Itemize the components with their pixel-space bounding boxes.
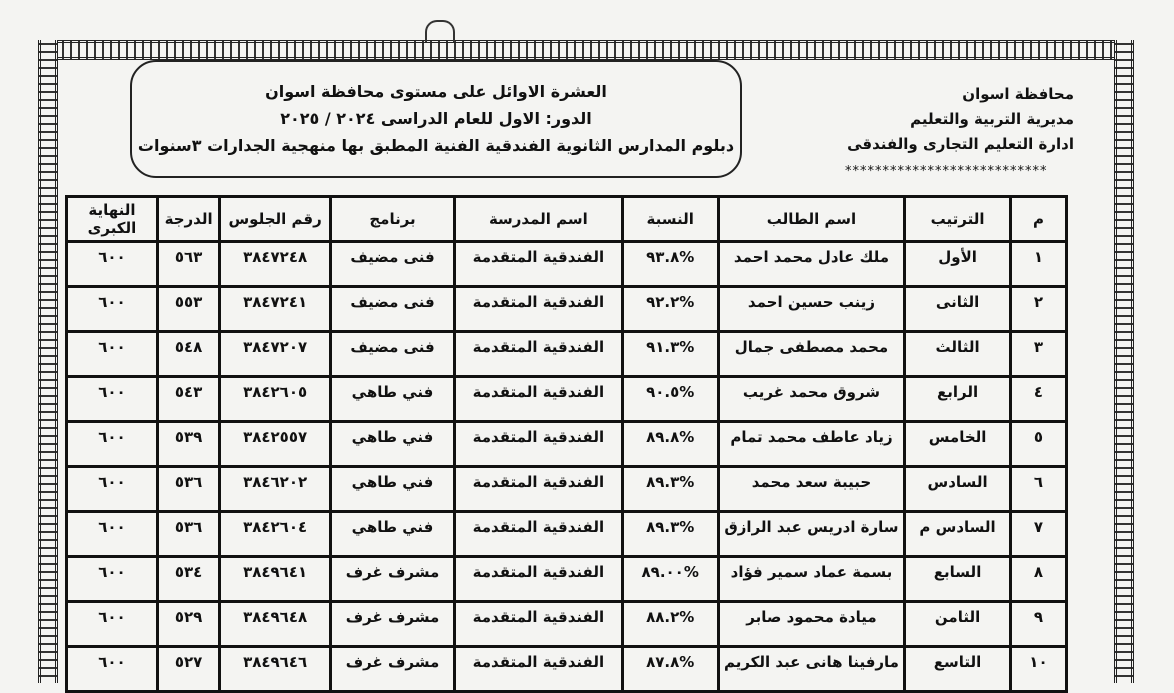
table-row — [67, 467, 1067, 512]
table-cell: ٥ — [1010, 422, 1066, 467]
table-cell: شروق محمد غريب — [718, 377, 905, 422]
table-cell: %٨٩.٨ — [622, 422, 718, 467]
table-cell: السادس — [905, 467, 1011, 512]
table-cell: ٥٦٣ — [157, 242, 219, 287]
column-header: اسم الطالب — [718, 197, 905, 242]
column-header: رقم الجلوس — [220, 197, 331, 242]
table-cell: ٣٨٤٩٦٤٦ — [220, 647, 331, 692]
table-cell: الرابع — [905, 377, 1011, 422]
decorative-border-right — [1114, 40, 1134, 683]
star-divider: *************************** — [845, 164, 1048, 179]
title-line: العشرة الاوائل على مستوى محافظة اسوان — [265, 82, 607, 101]
title-line: دبلوم المدارس الثانوية الفندقية الفنية المطبق بها منهجية الجدارات ٣سنوات — [137, 136, 735, 155]
table-cell: %٩٣.٨ — [622, 242, 718, 287]
table-cell: الفندقية المتقدمة — [455, 242, 623, 287]
table-cell: زياد عاطف محمد تمام — [718, 422, 905, 467]
table-cell: %٩٢.٢ — [622, 287, 718, 332]
table-header-row — [67, 197, 1067, 242]
org-line: محافظة اسوان — [962, 85, 1074, 103]
table-cell: ٥٣٤ — [157, 557, 219, 602]
table-cell: محمد مصطفى جمال — [718, 332, 905, 377]
table-cell: ٣٨٤٧٢٤٨ — [220, 242, 331, 287]
table-cell: ملك عادل محمد احمد — [718, 242, 905, 287]
table-cell: مشرف غرف — [330, 557, 454, 602]
table-cell: ٦٠٠ — [67, 242, 158, 287]
table-cell: الفندقية المتقدمة — [455, 467, 623, 512]
table-cell: ٨ — [1010, 557, 1066, 602]
table-cell: مشرف غرف — [330, 602, 454, 647]
table-cell: الفندقية المتقدمة — [455, 512, 623, 557]
table-cell: %٨٧.٨ — [622, 647, 718, 692]
table-cell: الثالث — [905, 332, 1011, 377]
table-cell: ٦٠٠ — [67, 512, 158, 557]
table-cell: ٢ — [1010, 287, 1066, 332]
table-cell: ٦٠٠ — [67, 647, 158, 692]
table-cell: ٥٢٧ — [157, 647, 219, 692]
table-cell: ٦٠٠ — [67, 377, 158, 422]
table-cell: ٣٨٤٢٥٥٧ — [220, 422, 331, 467]
table-cell: الفندقية المتقدمة — [455, 557, 623, 602]
table-cell: ٥٣٦ — [157, 512, 219, 557]
table-cell: فنى مضيف — [330, 242, 454, 287]
table-cell: %٨٩.٠٠ — [622, 557, 718, 602]
table-cell: الفندقية المتقدمة — [455, 332, 623, 377]
table-cell: ٥٣٩ — [157, 422, 219, 467]
column-header: برنامج — [330, 197, 454, 242]
column-header: م — [1010, 197, 1066, 242]
table-row — [67, 557, 1067, 602]
table-row — [67, 332, 1067, 377]
org-line: ادارة التعليم التجارى والفندقى — [847, 135, 1074, 153]
table-cell: ٣ — [1010, 332, 1066, 377]
table-cell: زينب حسين احمد — [718, 287, 905, 332]
table-cell: ٦٠٠ — [67, 422, 158, 467]
decorative-border-left — [38, 40, 58, 683]
table-row — [67, 422, 1067, 467]
table-cell: ٦٠٠ — [67, 287, 158, 332]
table-cell: الفندقية المتقدمة — [455, 287, 623, 332]
table-row — [67, 377, 1067, 422]
table-cell: %٩١.٣ — [622, 332, 718, 377]
table-cell: مشرف غرف — [330, 647, 454, 692]
table-row — [67, 242, 1067, 287]
results-table — [65, 195, 1068, 693]
table-cell: ٣٨٤٢٦٠٤ — [220, 512, 331, 557]
table-cell: الفندقية المتقدمة — [455, 602, 623, 647]
table-cell: حبيبة سعد محمد — [718, 467, 905, 512]
table-cell: ٦ — [1010, 467, 1066, 512]
table-cell: %٨٩.٣ — [622, 467, 718, 512]
table-cell: الثانى — [905, 287, 1011, 332]
table-row — [67, 287, 1067, 332]
decorative-border-top — [40, 40, 1124, 60]
table-cell: فني طاهي — [330, 512, 454, 557]
title-box — [130, 60, 742, 178]
column-header: الدرجة — [157, 197, 219, 242]
column-header: اسم المدرسة — [455, 197, 623, 242]
table-cell: ٧ — [1010, 512, 1066, 557]
table-cell: ٦٠٠ — [67, 602, 158, 647]
title-line: الدور: الاول للعام الدراسى ٢٠٢٤ / ٢٠٢٥ — [280, 109, 592, 128]
column-header: النهاية الكبرى — [67, 197, 158, 242]
org-line: مديرية التربية والتعليم — [910, 110, 1074, 128]
table-cell: بسمة عماد سمير فؤاد — [718, 557, 905, 602]
table-cell: ٥٥٣ — [157, 287, 219, 332]
table-cell: الفندقية المتقدمة — [455, 647, 623, 692]
table-cell: ٤ — [1010, 377, 1066, 422]
table-row — [67, 602, 1067, 647]
table-cell: ٦٠٠ — [67, 332, 158, 377]
table-row — [67, 647, 1067, 692]
table-cell: الأول — [905, 242, 1011, 287]
table-cell: الفندقية المتقدمة — [455, 422, 623, 467]
table-cell: ٦٠٠ — [67, 557, 158, 602]
table-cell: السابع — [905, 557, 1011, 602]
table-cell: %٨٨.٢ — [622, 602, 718, 647]
table-cell: التاسع — [905, 647, 1011, 692]
table-cell: ٥٢٩ — [157, 602, 219, 647]
table-cell: ٣٨٤٩٦٤٨ — [220, 602, 331, 647]
table-cell: ١٠ — [1010, 647, 1066, 692]
table-cell: ١ — [1010, 242, 1066, 287]
table-cell: مارفينا هانى عبد الكريم — [718, 647, 905, 692]
table-cell: فني طاهي — [330, 377, 454, 422]
table-cell: ٥٣٦ — [157, 467, 219, 512]
table-cell: ٣٨٤٢٦٠٥ — [220, 377, 331, 422]
hanger-icon — [425, 20, 455, 42]
table-cell: ٣٨٤٧٢٤١ — [220, 287, 331, 332]
table-cell: ميادة محمود صابر — [718, 602, 905, 647]
table-cell: الثامن — [905, 602, 1011, 647]
table-cell: الخامس — [905, 422, 1011, 467]
table-cell: فنى مضيف — [330, 287, 454, 332]
table-cell: ٥٤٣ — [157, 377, 219, 422]
table-cell: %٩٠.٥ — [622, 377, 718, 422]
column-header: الترتيب — [905, 197, 1011, 242]
table-cell: ٣٨٤٦٢٠٢ — [220, 467, 331, 512]
table-cell: سارة ادريس عبد الرازق — [718, 512, 905, 557]
table-cell: فني طاهي — [330, 467, 454, 512]
table-cell: السادس م — [905, 512, 1011, 557]
table-cell: %٨٩.٣ — [622, 512, 718, 557]
table-cell: ٣٨٤٩٦٤١ — [220, 557, 331, 602]
table-cell: ٣٨٤٧٢٠٧ — [220, 332, 331, 377]
table-cell: فني طاهي — [330, 422, 454, 467]
organization-block — [847, 82, 1074, 157]
table-cell: ٦٠٠ — [67, 467, 158, 512]
table-cell: الفندقية المتقدمة — [455, 377, 623, 422]
table-row — [67, 512, 1067, 557]
table-cell: فنى مضيف — [330, 332, 454, 377]
column-header: النسبة — [622, 197, 718, 242]
table-cell: ٩ — [1010, 602, 1066, 647]
table-cell: ٥٤٨ — [157, 332, 219, 377]
